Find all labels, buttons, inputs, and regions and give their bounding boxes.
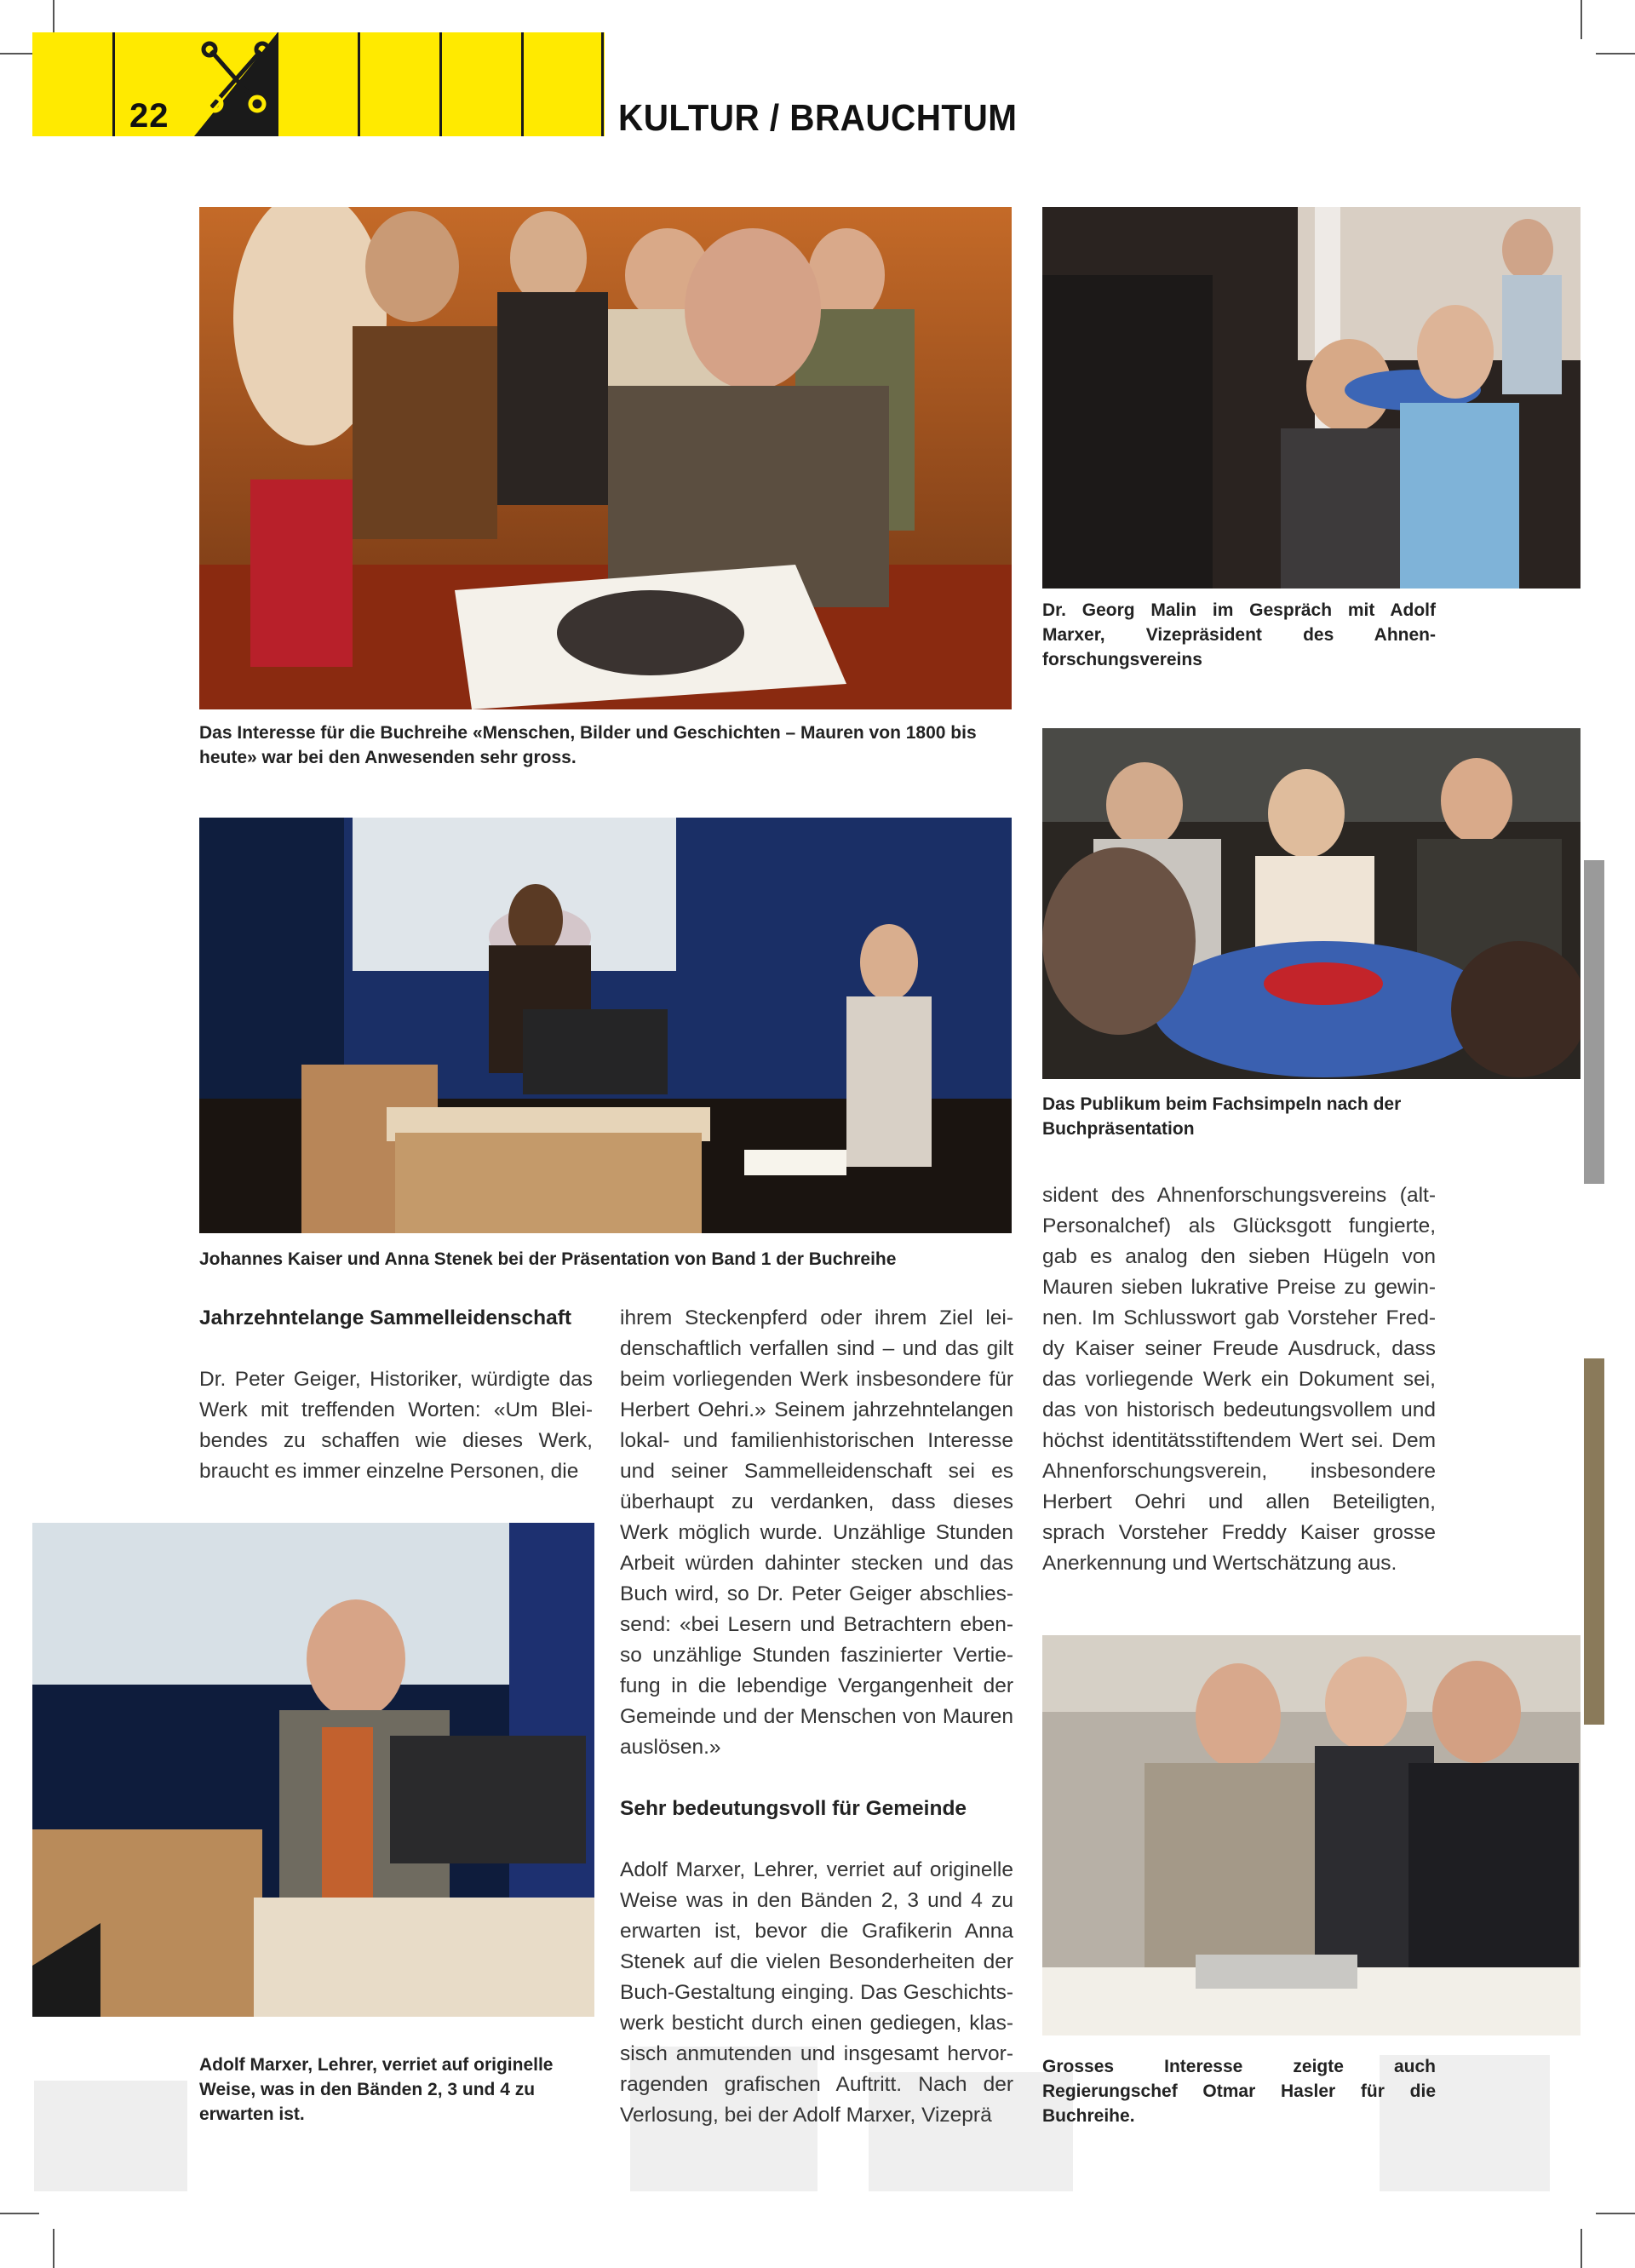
crop-mark — [1596, 2213, 1635, 2214]
header-divider — [439, 32, 442, 136]
photo-caption: Grosses Interesse zeigte auch Regierungschef Otmar Hasler für die Buchreihe. — [1042, 2057, 1436, 2126]
crop-mark — [1596, 53, 1635, 55]
photo-marxer-lectern — [32, 1523, 594, 2017]
header-divider — [521, 32, 524, 136]
photo-caption: Johannes Kaiser und Anna Stenek bei der Präsentation von Band 1 der Buchreihe — [199, 1249, 897, 1269]
header-divider — [358, 32, 360, 136]
adjacent-photo-edge — [1584, 860, 1604, 1184]
photo-caption: Adolf Marxer, Lehrer, verriet auf originelle Weise, was in den Bänden 2, 3 und 4 zu erwarten ist. — [199, 2055, 554, 2124]
adjacent-photo-edge — [1584, 1358, 1604, 1725]
section-heading: Sehr bedeutungsvoll für Gemeinde — [620, 1797, 967, 1820]
photo-book-viewing — [199, 207, 1012, 709]
photo-caption: Das Interesse für die Buchreihe «Menschen, Bilder und Geschichten – Mauren von 1800 bis heute» war bei den Anwesenden sehr gross. — [199, 723, 977, 767]
article-paragraph: Adolf Marxer, Lehrer, verriet auf originelle Weise was in den Bänden 2, 3 und 4 zu erwarten ist, bevor die Grafikerin Anna Stenek auf die vielen Besonderheiten der Buch-Gestaltung einging. Das Geschichtswerk besticht durch einen gediegen, klassisch anmutenden und insgesamt hervorragenden grafischen Auftritt. Nach der Verlosung, bei der Adolf Marxer, Vizeprä — [620, 1858, 1013, 2127]
article-paragraph: ihrem Steckenpferd oder ihrem Ziel leidenschaftlich verfallen sind – und das gilt beim vorliegenden Werk insbesondere für Herbert Oehri.» Seinem jahrzehntelangen lokal- und familienhistorischen Interesse und seiner Sammelleidenschaft sei es überhaupt zu verdanken, dass dieses Werk möglich wurde. Unzählige Stunden Arbeit würden dahinter stecken und das Buch wird, so Dr. Peter Geiger abschliessend: «bei Lesern und Betrachtern ebenso unzählige Stunden faszinierter Vertiefung in die lebendige Vergangenheit der Gemeinde und der Menschen von Mauren auslösen.» — [620, 1306, 1013, 1759]
article-column-2 — [620, 1303, 1013, 2131]
section-title: KULTUR / BRAUCHTUM — [618, 97, 1018, 139]
header-color-bar — [32, 32, 605, 136]
photo-caption: Dr. Georg Malin im Gespräch mit Adolf Marxer, Vizepräsident des Ahnenforschungsvereins — [1042, 600, 1436, 669]
article-column-1 — [199, 1303, 593, 1487]
photo-audience — [1042, 728, 1580, 1079]
article-column-3 — [1042, 1180, 1436, 1579]
section-heading: Jahrzehntelange Sammelleidenschaft — [199, 1306, 572, 1329]
crop-mark — [1580, 0, 1582, 39]
header-divider — [112, 32, 115, 136]
header-divider — [601, 32, 604, 136]
article-paragraph: sident des Ahnenforschungsvereins (alt-Personalchef) als Glücksgott fungierte, gab es analog den sieben Hügeln von Mauren sieben lukrative Preise zu gewinnen. Im Schlusswort gab Vorsteher Freddy Kaiser seiner Freude Ausdruck, dass das vorliegende Werk ein Dokument sei, das von historisch bedeutungsvollem und höchst identitätsstiftendem Wert sei. Dem Ahnenforschungsverein, insbesondere Herbert Oehri und allen Beteiligten, sprach Vorsteher Freddy Kaiser grosse Anerkennung und Wertschätzung aus. — [1042, 1184, 1436, 1575]
page-number: 22 — [129, 97, 169, 135]
photo-hasler-viewing — [1042, 1635, 1580, 2035]
photo-caption: Das Publikum beim Fachsimpeln nach der Buchpräsentation — [1042, 1094, 1402, 1139]
article-paragraph: Dr. Peter Geiger, Historiker, würdigte das Werk mit treffenden Worten: «Um Bleibendes zu schaffen wie dieses Werk, braucht es immer einzelne Personen, die — [199, 1368, 593, 1483]
photo-malin-marxer — [1042, 207, 1580, 589]
keys-coat-of-arms-icon — [194, 32, 278, 136]
photo-presentation — [199, 818, 1012, 1233]
